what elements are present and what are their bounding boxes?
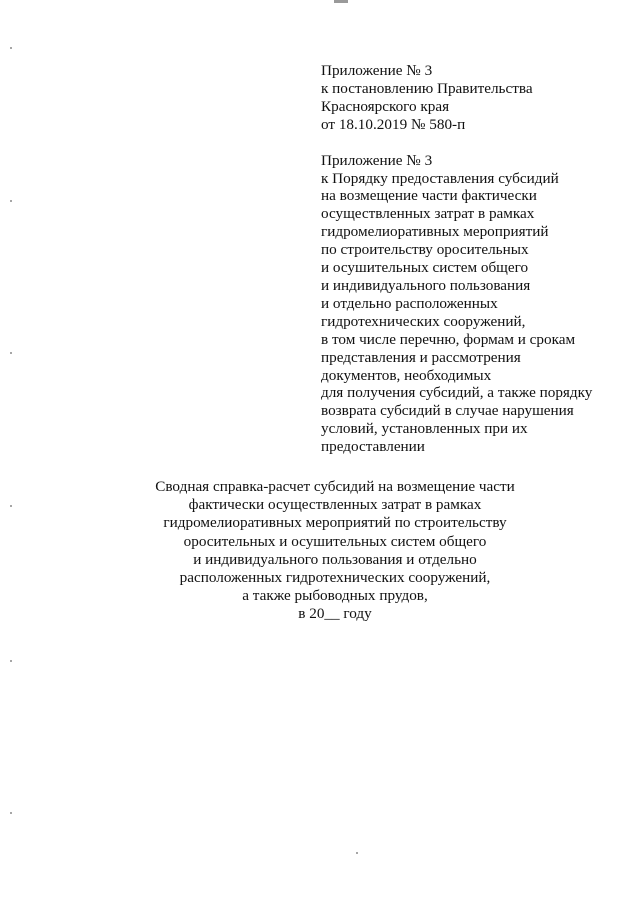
appendix-gov-resolution: [321, 62, 621, 134]
scan-dot: [10, 660, 12, 662]
scan-dot: [10, 812, 12, 814]
scan-dot: [10, 200, 12, 202]
appendix-line: документов, необходимых: [321, 366, 492, 384]
appendix-line: в том числе перечню, формам и срокам: [321, 330, 576, 348]
appendix-line: гидромелиоративных мероприятий: [321, 223, 549, 241]
appendix-line: и индивидуального пользования: [321, 276, 531, 294]
scan-dot: [10, 352, 12, 354]
appendix-line: представления и рассмотрения: [321, 348, 521, 366]
appendix-line: по строительству оросительных: [321, 241, 529, 259]
appendix-block: [321, 62, 621, 456]
appendix-line: Приложение № 3: [321, 151, 433, 169]
title-year-line: в 20__ году: [298, 605, 372, 623]
title-line: оросительных и осушительных систем общего: [183, 532, 487, 550]
title-line: гидромелиоративных мероприятий по строительству: [163, 514, 507, 532]
document-title: [140, 478, 530, 624]
appendix-line: возврата субсидий в случае нарушения: [321, 402, 574, 420]
appendix-line: условий, установленных при их: [321, 420, 528, 438]
scan-dot: [10, 505, 12, 507]
appendix-line: на возмещение части фактически: [321, 187, 537, 205]
appendix-line: к постановлению Правительства: [321, 79, 533, 97]
scan-dot: [356, 852, 358, 854]
title-line: и индивидуального пользования и отдельно: [193, 550, 477, 568]
title-line: расположенных гидротехнических сооружений,: [179, 569, 491, 587]
appendix-line: для получения субсидий, а также порядку: [321, 384, 593, 402]
appendix-line: и отдельно расположенных: [321, 294, 498, 312]
title-line: фактически осуществленных затрат в рамках: [188, 496, 482, 514]
scan-dot: [10, 47, 12, 49]
appendix-order: [321, 152, 621, 456]
appendix-line: от 18.10.2019 № 580-п: [321, 115, 466, 133]
appendix-line: предоставлении: [321, 438, 425, 456]
appendix-line: к Порядку предоставления субсидий: [321, 169, 559, 187]
appendix-line: Приложение № 3: [321, 62, 433, 79]
title-line: Сводная справка-расчет субсидий на возмещение части: [155, 478, 515, 495]
appendix-line: гидротехнических сооружений,: [321, 312, 526, 330]
scan-mark: [334, 0, 348, 3]
title-line: а также рыбоводных прудов,: [242, 587, 428, 605]
appendix-line: Красноярского края: [321, 97, 450, 115]
appendix-line: осуществленных затрат в рамках: [321, 205, 535, 223]
appendix-line: и осушительных систем общего: [321, 259, 529, 277]
